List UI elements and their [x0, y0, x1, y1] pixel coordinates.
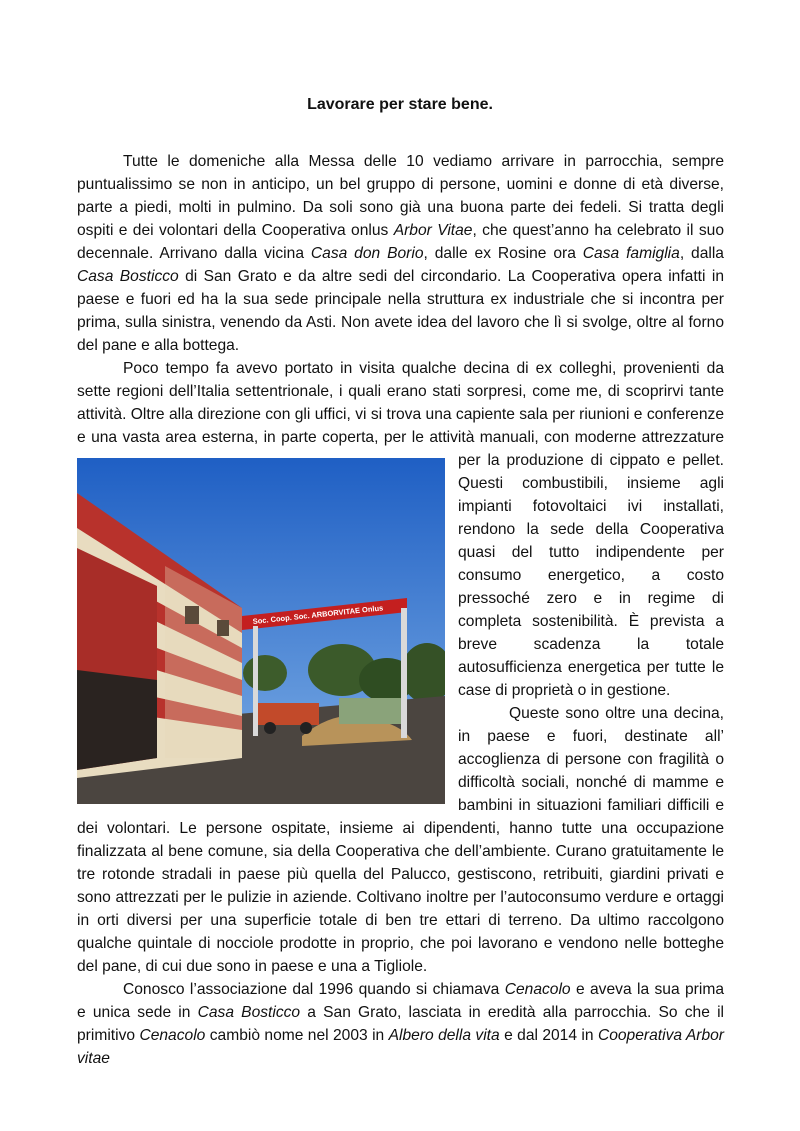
text-run: Poco tempo fa avevo portato in visita qualche decina di ex colleghi, provenienti da sette regioni dell’Italia settentrionale, i quali erano stati sorpresi, come me, di scoprirvi tante attività. Oltre alla direzione con gli uffici, vi si trova una capiente sala per riunioni e conferenze e una vasta area esterna, in parte coperta, per le attività manuali, con moderne attrezzature per la produzione di cippato e pellet. — [77, 360, 724, 469]
canopy-sign-text: Soc. Coop. Soc. ARBORVITAE Onlus — [252, 603, 384, 626]
text-run: cambiò nome nel 2003 in — [205, 1027, 389, 1044]
garage-opening — [77, 670, 157, 770]
paragraph-1 — [77, 150, 724, 357]
trailer-wheel — [300, 722, 312, 734]
text-run: , dalle ex Rosine ora — [423, 245, 583, 262]
window — [217, 620, 229, 636]
italic-run: Casa don Borio — [310, 245, 424, 262]
text-run: e dal 2014 in — [499, 1027, 598, 1044]
italic-run: Cenacolo — [139, 1027, 206, 1044]
paragraph-2 — [77, 357, 724, 702]
canopy-pillar — [401, 608, 407, 738]
paragraph-4 — [77, 978, 724, 1070]
text-run: , dalla — [679, 245, 724, 262]
italic-run: Casa Bosticco — [77, 268, 179, 285]
text-run: Tutte le domeniche alla Messa delle 10 vediamo arrivare in parrocchia, sempre puntualissimo se non in anticipo, un bel gruppo di persone, uomini e donne di età diverse, parte a piedi, molti in pulmino. Da soli sono già una buona parte dei fedeli. Si tratta degli ospiti e dei volontari della Cooperativa onlus — [77, 153, 724, 239]
canopy-pillar — [253, 626, 258, 736]
text-run: Conosco l’associazione dal 1996 quando si chiamava — [123, 981, 505, 998]
page-title: Lavorare per stare bene. — [307, 96, 493, 113]
text-run: di San Grato e da altre sedi del circondario. La Cooperativa opera infatti in paese e fuori ed ha la sua sede principale nella struttura ex industriale che si incontra per prima, sulla sinistra, venendo da Asti. Non avete idea del lavoro che lì si svolge, oltre al forno del pane e alla bottega. — [77, 268, 724, 354]
window — [185, 606, 199, 624]
italic-run: Albero della vita — [388, 1027, 500, 1044]
article-body — [77, 150, 724, 1070]
italic-run: Casa Bosticco — [197, 1004, 301, 1021]
cooperative-photo — [77, 458, 445, 804]
italic-run: Cooperativa Arbor vitae — [77, 1027, 724, 1067]
tree — [243, 655, 287, 691]
text-run: , che quest’anno ha celebrato il suo decennale. Arrivano dalla vicina — [77, 222, 724, 262]
trailer-wheel — [264, 722, 276, 734]
italic-run: Cenacolo — [504, 981, 571, 998]
text-run: Queste sono oltre una decina, in paese e fuori, destinate all’ accoglienza di persone con fragilità o difficoltà sociali, nonché di mamme e bambini in situazioni familiari difficili e dei volontari. Le persone ospitate, insieme ai dipendenti, hanno tutte una occupazione finalizzata al bene comune, sia della Cooperativa che dell’ambiente. Curano gratuitamente le tre rotonde stradali in paese più quella del Palucco, gestiscono, retribuiti, giardini privati e sono attrezzati per le pulizie in aziende. Coltivano inoltre per l’autoconsumo verdure e ortaggi in orti diversi per una superficie totale di ben tre ettari di terreno. Da ultimo raccolgono qualche quintale di nocciole prodotte in proprio, che poi lavorano e vendono nelle botteghe del pane, di cui due sono in paese e una a Tigliole. — [77, 705, 724, 975]
italic-run: Casa famiglia — [582, 245, 680, 262]
photo-illustration — [77, 458, 445, 804]
text-run: e aveva la sua prima e unica sede in — [77, 981, 724, 1021]
text-run: a San Grato, lasciata in eredità alla parrocchia. So che il primitivo — [77, 1004, 725, 1044]
trailer — [257, 703, 319, 725]
italic-run: Arbor Vitae — [393, 222, 473, 239]
container — [339, 698, 401, 724]
text-run: Questi combustibili, insieme agli impianti fotovoltaici ivi installati, rendono la sede della Cooperativa quasi del tutto indipendente per consumo energetico, a costo pressoché zero e in regime di completa sostenibilità. È prevista a breve scadenza la totale autosufficienza energetica per tutte le case di proprietà o in gestione. — [458, 475, 724, 699]
